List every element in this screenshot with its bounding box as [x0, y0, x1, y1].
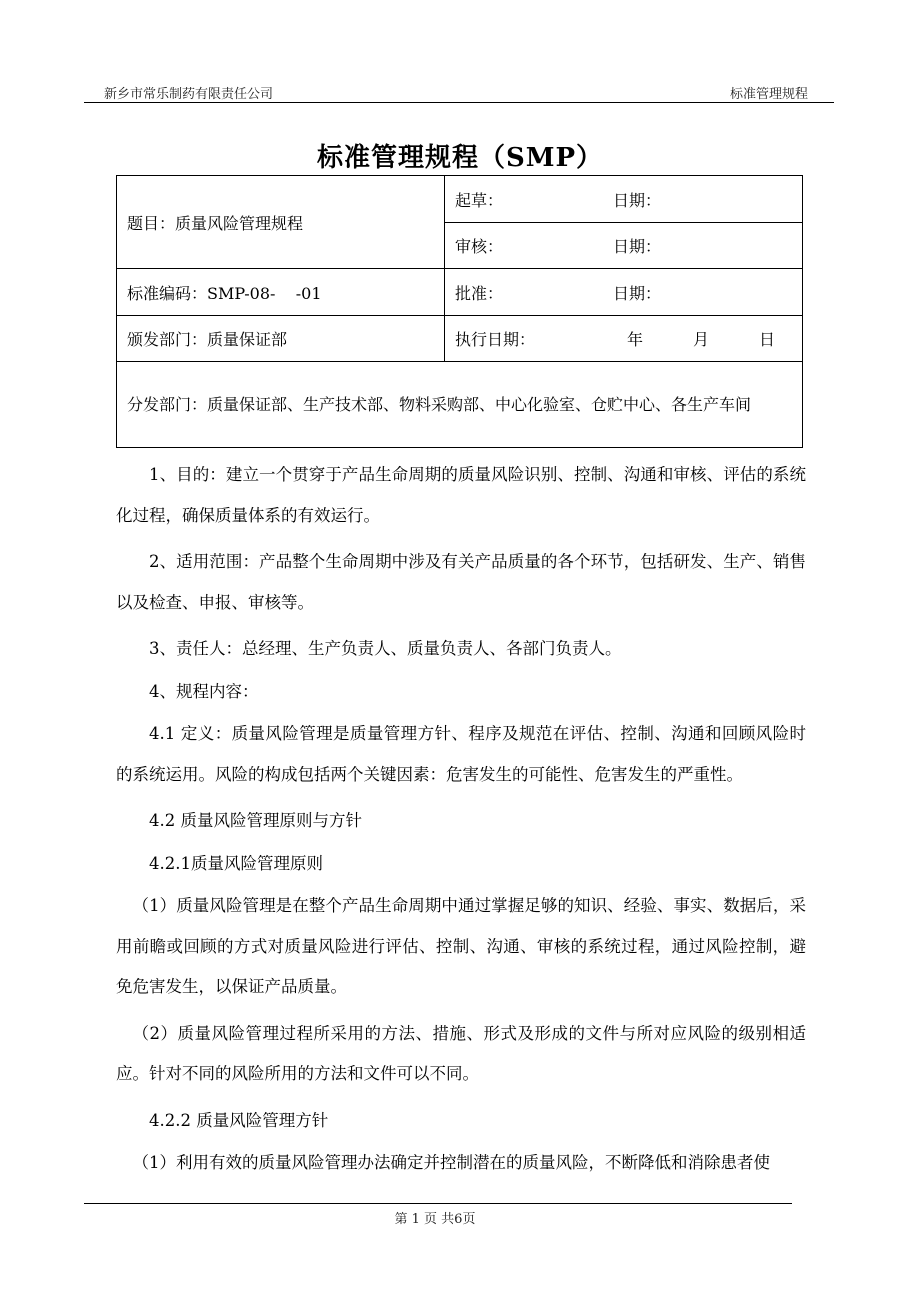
company-name: 新乡市常乐制药有限责任公司	[104, 87, 274, 102]
distribution-cell: 分发部门：质量保证部、生产技术部、物料采购部、中心化验室、仓贮中心、各生产车间	[117, 362, 803, 448]
reviewer-cell	[445, 223, 803, 269]
document-body	[116, 455, 806, 1190]
principles-heading: 4.2 质量风险管理原则与方针	[149, 811, 362, 830]
month-label: 月	[693, 330, 710, 349]
approver-cell	[445, 269, 803, 316]
definition-paragraph: 4.1 定义：质量风险管理是质量管理方针、程序及规范在评估、控制、沟通和回顾风险时的系统运用。风险的构成包括两个关键因素：危害发生的可能性、危害发生的严重性。	[116, 724, 806, 784]
approver-label: 批准：	[455, 283, 504, 303]
content-heading: 4、规程内容：	[149, 681, 259, 701]
page-number: 第 1 页 共6页	[394, 1212, 476, 1227]
standard-code-cell: 标准编码：SMP-08- -01	[117, 269, 445, 316]
effective-date-label: 执行日期：	[455, 330, 536, 349]
scope-paragraph: 2、适用范围：产品整个生命周期中涉及有关产品质量的各个环节，包括研发、生产、销售以及检查、申报、审核等。	[116, 552, 806, 612]
year-label: 年	[627, 330, 644, 349]
reviewer-label: 审核：	[455, 237, 504, 256]
effective-date-cell	[445, 316, 803, 362]
issue-dept-cell: 颁发部门：质量保证部	[117, 316, 445, 362]
principles-subheading: 4.2.1质量风险管理原则	[149, 853, 323, 873]
drafter-cell	[445, 176, 803, 223]
page-header	[84, 80, 834, 103]
reviewer-date-label: 日期：	[613, 237, 662, 256]
subject-cell: 题目：质量风险管理规程	[117, 176, 445, 269]
approver-date-label: 日期：	[613, 283, 662, 303]
policy-subheading: 4.2.2 质量风险管理方针	[149, 1110, 329, 1130]
drafter-date-label: 日期：	[613, 190, 662, 210]
document-info-table	[116, 175, 803, 448]
doc-type: 标准管理规程	[729, 87, 808, 102]
footer-divider	[84, 1203, 792, 1204]
document-title: 标准管理规程（SMP）	[316, 143, 604, 173]
purpose-paragraph: 1、目的：建立一个贯穿于产品生命周期的质量风险识别、控制、沟通和审核、评估的系统化过程，确保质量体系的有效运行。	[116, 465, 806, 525]
principle-2-paragraph: （2）质量风险管理过程所采用的方法、措施、形式及形成的文件与所对应风险的级别相适应。针对不同的风险所用的方法和文件可以不同。	[116, 1023, 806, 1083]
responsible-paragraph: 3、责任人：总经理、生产负责人、质量负责人、各部门负责人。	[149, 639, 622, 658]
principle-1-paragraph: （1）质量风险管理是在整个产品生命周期中通过掌握足够的知识、经验、事实、数据后，采用前瞻或回顾的方式对质量风险进行评估、控制、沟通、审核的系统过程，通过风险控制，避免危害发生，以保证产品质量。	[116, 896, 806, 996]
drafter-label: 起草：	[455, 190, 504, 210]
policy-1-paragraph: （1）利用有效的质量风险管理办法确定并控制潜在的质量风险，不断降低和消除患者使	[132, 1153, 770, 1172]
day-label: 日	[759, 330, 776, 349]
